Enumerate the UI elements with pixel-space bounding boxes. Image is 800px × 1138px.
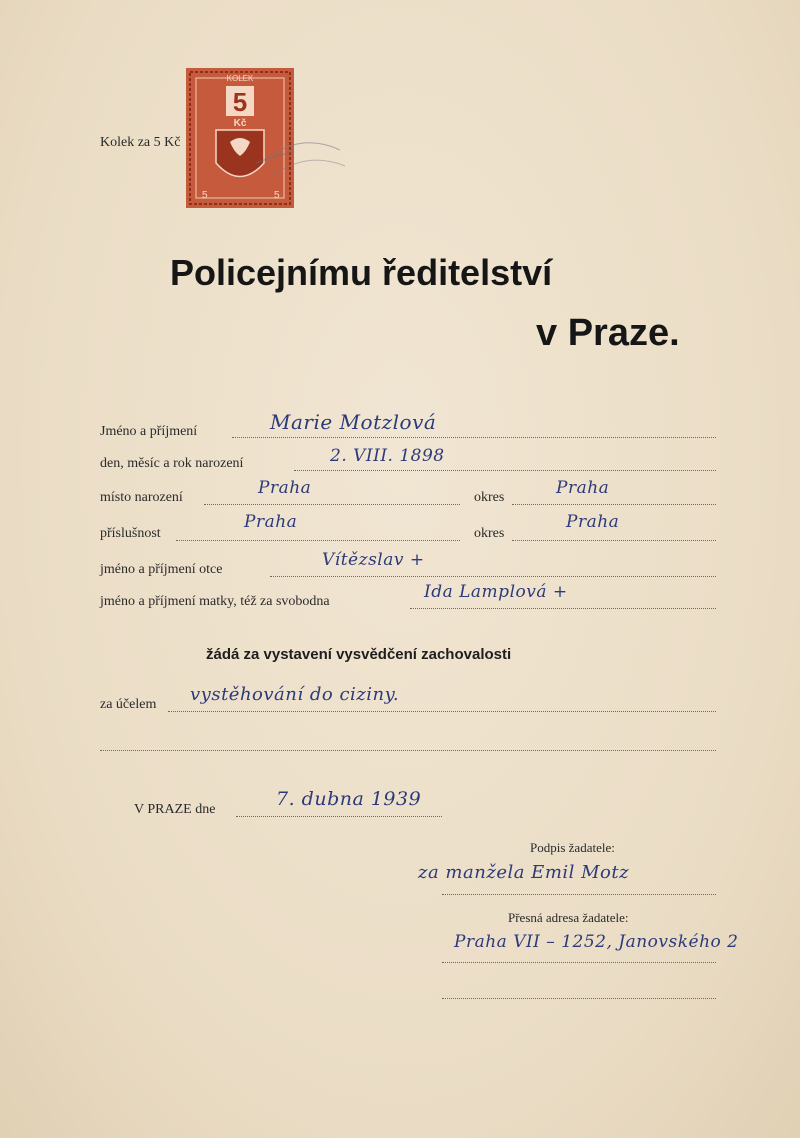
birthplace-value: Praha	[258, 478, 312, 498]
title-line1: Policejnímu ředitelství	[170, 252, 553, 293]
signature-line	[442, 894, 716, 895]
purpose-label: za účelem	[100, 697, 157, 712]
cancellation-mark	[260, 128, 350, 198]
birth-district-label: okres	[474, 490, 505, 505]
purpose-value: vystěhování do ciziny.	[190, 684, 400, 705]
stamp-label: Kolek za 5 Kč	[100, 135, 181, 150]
svg-text:5: 5	[202, 190, 208, 201]
address-line	[442, 962, 716, 963]
name-line	[232, 437, 716, 438]
mother-line	[410, 608, 716, 609]
domicile-district-label: okres	[474, 526, 505, 541]
address-value: Praha VII – 1252, Janovského 2	[454, 932, 739, 952]
mother-value: Ida Lamplová +	[424, 582, 568, 602]
date-value: 7. dubna 1939	[276, 788, 422, 810]
birth-district-line	[512, 504, 716, 505]
mother-label: jméno a příjmení matky, též za svobodna	[100, 594, 330, 609]
domicile-line	[176, 540, 460, 541]
date-line	[236, 816, 442, 817]
father-value: Vítězslav +	[322, 550, 425, 570]
address-label: Přesná adresa žadatele:	[508, 910, 629, 925]
birthdate-label: den, měsíc a rok narození	[100, 456, 244, 471]
birthdate-line	[294, 470, 716, 471]
father-line	[270, 576, 716, 577]
address-line-2	[442, 998, 716, 999]
domicile-label: příslušnost	[100, 526, 161, 541]
stamp-currency: Kč	[233, 118, 247, 129]
svg-text:5: 5	[274, 190, 280, 201]
domicile-value: Praha	[244, 512, 298, 532]
purpose-line	[168, 711, 716, 712]
signature-value: za manžela Emil Motz	[418, 862, 630, 883]
stamp-value: 5	[232, 87, 248, 117]
stamp-top-text: KOLEK	[226, 74, 254, 83]
birthplace-label: místo narození	[100, 490, 183, 505]
name-value: Marie Motzlová	[270, 410, 437, 434]
name-label: Jméno a příjmení	[100, 424, 198, 439]
birthdate-value: 2. VIII. 1898	[330, 446, 445, 466]
father-label: jméno a příjmení otce	[100, 562, 223, 577]
purpose-line-2	[100, 750, 716, 751]
domicile-district-line	[512, 540, 716, 541]
birthplace-line	[204, 504, 460, 505]
signature-label: Podpis žadatele:	[530, 840, 615, 855]
date-label: V PRAZE dne	[134, 802, 216, 817]
request-heading: žádá za vystavení vysvědčení zachovalosti	[206, 646, 512, 663]
title-line2: v Praze.	[536, 312, 680, 354]
domicile-district-value: Praha	[566, 512, 620, 532]
birth-district-value: Praha	[556, 478, 610, 498]
